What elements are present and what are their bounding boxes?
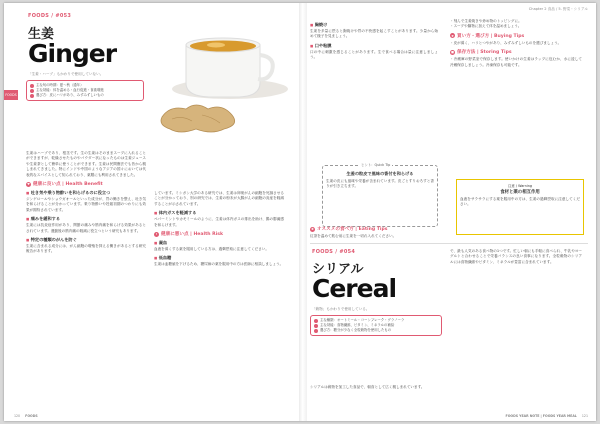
section-body: しています。ミシガン大学のある研究では、生姜は卵巣がんの細胞を死滅させることが分かっており、別の研究では、生姜の粉末が大腸がんの細胞の炎症を軽減することが示されています。 — [154, 191, 284, 206]
cereal-body: で、最も人気のある食べ物の1つです。忙しい朝にも手軽に食べられ、牛乳やヨーグルトと合わせることで栄養バランスの良い食事になります。全粒穀物のシリアルには食物繊維やビタミン、ミネラルが豊富に含まれています。 — [450, 249, 582, 264]
title-jp: 生姜 — [28, 27, 55, 42]
warning-title: 食材と薬の相互作用 — [500, 190, 540, 195]
footer-label: FOODS YEAR NOTE | FOODS YEAR MEAL — [505, 414, 577, 418]
warning-icon: ! — [155, 232, 158, 237]
list-item: ・刻んで生姜焼きや炒め物のトッピングに。 — [450, 19, 522, 23]
section-body: ジンゲロールやショウガオールといった成分が、胃の働きを整え、吐き気を和らげることが分かっています。乗り物酔いや妊娠初期のつわりにも効果が期待されています。 — [26, 197, 146, 212]
food-tag: FOODS / #054 — [312, 249, 356, 255]
risk-title: ■ 凝血 — [154, 240, 284, 246]
info-box — [26, 80, 144, 101]
section-title: ■ 特定の種類のがんを防ぐ — [26, 237, 146, 243]
effect-icon — [314, 324, 318, 328]
info-row: 主な効能：体を温める・血行促進・食欲増進 — [30, 88, 140, 93]
section-title: ■ 口や粘膜 — [310, 43, 438, 49]
cereal-intro — [310, 385, 438, 390]
warning-body: 血液をサラサラにする薬を服用中の方は、生姜の過剰摂取に注意してください。 — [460, 197, 580, 207]
list-item: ・スープや鍋物に加えて体を温めましょう。 — [450, 24, 522, 29]
page-number: 121 — [581, 414, 588, 418]
info-row: 主な種類：オートミール・コーンフレーク・グラノーラ — [314, 318, 438, 323]
title-jp: シリアル — [312, 262, 364, 277]
box-icon: ■ — [451, 50, 454, 55]
store-heading: ■ 保存方法 | Storing Tips — [451, 50, 512, 56]
section-body: 生姜には抗炎症作用があり、関節の痛みや筋肉痛を和らげる効果があるとされています。運動後の筋肉痛の軽減に役立つという研究もあります。 — [26, 223, 146, 233]
tip-body: 生姜の皮にも風味や栄養が含まれています。皮ごとすりおろすと香りが引き立ちます。 — [326, 179, 434, 189]
tip-label: ヒント：Quick Tip — [361, 163, 391, 167]
eating-tips — [310, 223, 438, 239]
magazine-spread — [4, 3, 596, 421]
section-title: ■ 痛みを緩和する — [26, 216, 146, 222]
effect-icon — [30, 89, 34, 93]
risk-heading: ! 健康に悪い点 | Health Risk — [155, 232, 224, 238]
page-number: 120 — [14, 414, 21, 418]
food-tag: FOODS / #053 — [28, 13, 72, 19]
title-en: Ginger — [28, 39, 117, 68]
heart-icon: ♥ — [27, 182, 30, 187]
section-body: 口の中に刺激を感じることがあります。生で食べる場合は量に注意しましょう。 — [310, 49, 438, 60]
subtitle: 「生姜・ハーブ」もかわりで使用していない。 — [28, 72, 104, 76]
eating-heading: ✱ オススメの食べ方 | Eating Tips — [311, 227, 388, 232]
warning-box — [456, 179, 584, 235]
choose-icon — [314, 329, 318, 333]
cart-icon: ¥ — [451, 33, 454, 38]
warning-label: 注意 / Warning — [507, 184, 533, 188]
footer-right — [506, 414, 588, 418]
tip-title: 生姜の粒皮で風味の香付を和らげる — [346, 171, 414, 176]
buy-heading: ¥ 買い方・選び方 | Buying Tips — [451, 33, 525, 39]
right-column-1 — [310, 19, 438, 61]
footer-left — [14, 414, 38, 418]
section-body: 生姜を多量に摂ると胸焼けや胃の不快感を起こすことがあります。少量から始めて様子を見ましょう。 — [310, 29, 438, 39]
left-column — [26, 151, 146, 255]
risk-body: 血液を薄くする薬を服用している方は、過剰摂取に注意してください。 — [154, 247, 269, 252]
store-body: ・冷蔵庫の野菜室で保存します。使いかけの生姜はラップに包むか、水に浸して冷蔵保存しましょう。冷凍保存も可能です。 — [450, 57, 582, 67]
info-row: 選び方：皮にハリがあり、みずみずしいもの — [30, 93, 140, 98]
section-divider — [310, 243, 588, 244]
tea-cup-illustration — [152, 17, 292, 147]
cereal-intro-text: シリアルは穀物を加工した食品で、朝食として広く親しまれています。 — [310, 385, 425, 389]
right-column-2 — [450, 19, 582, 68]
ginger-tea-photo — [152, 17, 292, 147]
side-tab[interactable]: FOODS — [4, 90, 18, 100]
section-title: ■ 吐き気や乗り物酔いを和らげるのに役立つ — [26, 190, 146, 196]
info-box — [310, 315, 442, 336]
fork-icon: ✱ — [311, 227, 314, 231]
risk-title: ■ 低血糖 — [154, 255, 284, 261]
title-en: Cereal — [312, 274, 397, 303]
tip-box — [322, 165, 438, 227]
middle-column — [154, 191, 284, 268]
info-row: 主な旬の時期：夏〜秋（通年） — [30, 83, 140, 88]
eating-body: 紅茶を温めて飲む前に生姜を一切れ入れてください。 — [310, 234, 397, 238]
section-body: 生姜に含まれる成分には、がん細胞の増殖を抑える働きがあるとする研究報告があります。 — [26, 244, 146, 254]
section-body: ペパーミントやカモミールのように、生姜は体内ガスの排出を助け、腸の膨満感を和らげます。 — [154, 217, 284, 227]
page-gutter — [299, 3, 307, 421]
info-row: 選び方：糖分が少なく全粒穀物を使用したもの — [314, 328, 438, 333]
section-title: ■ 体内ガスを軽減する — [154, 210, 284, 216]
choose-icon — [30, 94, 34, 98]
intro-text: 生姜はハーブであり、根茎です。生の生姜はそのままスープに入れることができますが、乾燥させたものやパウダー状になったものは生姜ジュースや生姜茶として簡単に使うことができます。生姜は民間療法でも昔から親しまれてきました。特にインドや中国のようなアジアの国々においては代表的なスパイスとして知られており、薬膳にも利用されてきました。 — [26, 151, 146, 177]
risk-body: 生姜は血糖値を下げるため、糖尿病の薬を服用中の方は医師に相談しましょう。 — [154, 262, 284, 267]
subtitle: 「穀物」もかわりで使用している。 — [312, 307, 370, 311]
chapter-header: Chapter 2 食品 / 5. 野菜・シリアル — [528, 7, 588, 11]
type-icon — [314, 319, 318, 323]
benefit-heading: ♥ 健康に良い点 | Health Benefit — [27, 182, 103, 188]
section-title: ■ 胸焼け — [310, 22, 438, 28]
season-icon — [30, 84, 34, 88]
cereal-column-2 — [450, 249, 582, 265]
footer-label: FOODS — [25, 414, 38, 418]
info-row: 主な効能：食物繊維、ビタミン、ミネラルの補給 — [314, 323, 438, 328]
buy-body: ・皮が薄く、ハリとつやがあり、みずみずしいものを選びましょう。 — [450, 40, 562, 45]
